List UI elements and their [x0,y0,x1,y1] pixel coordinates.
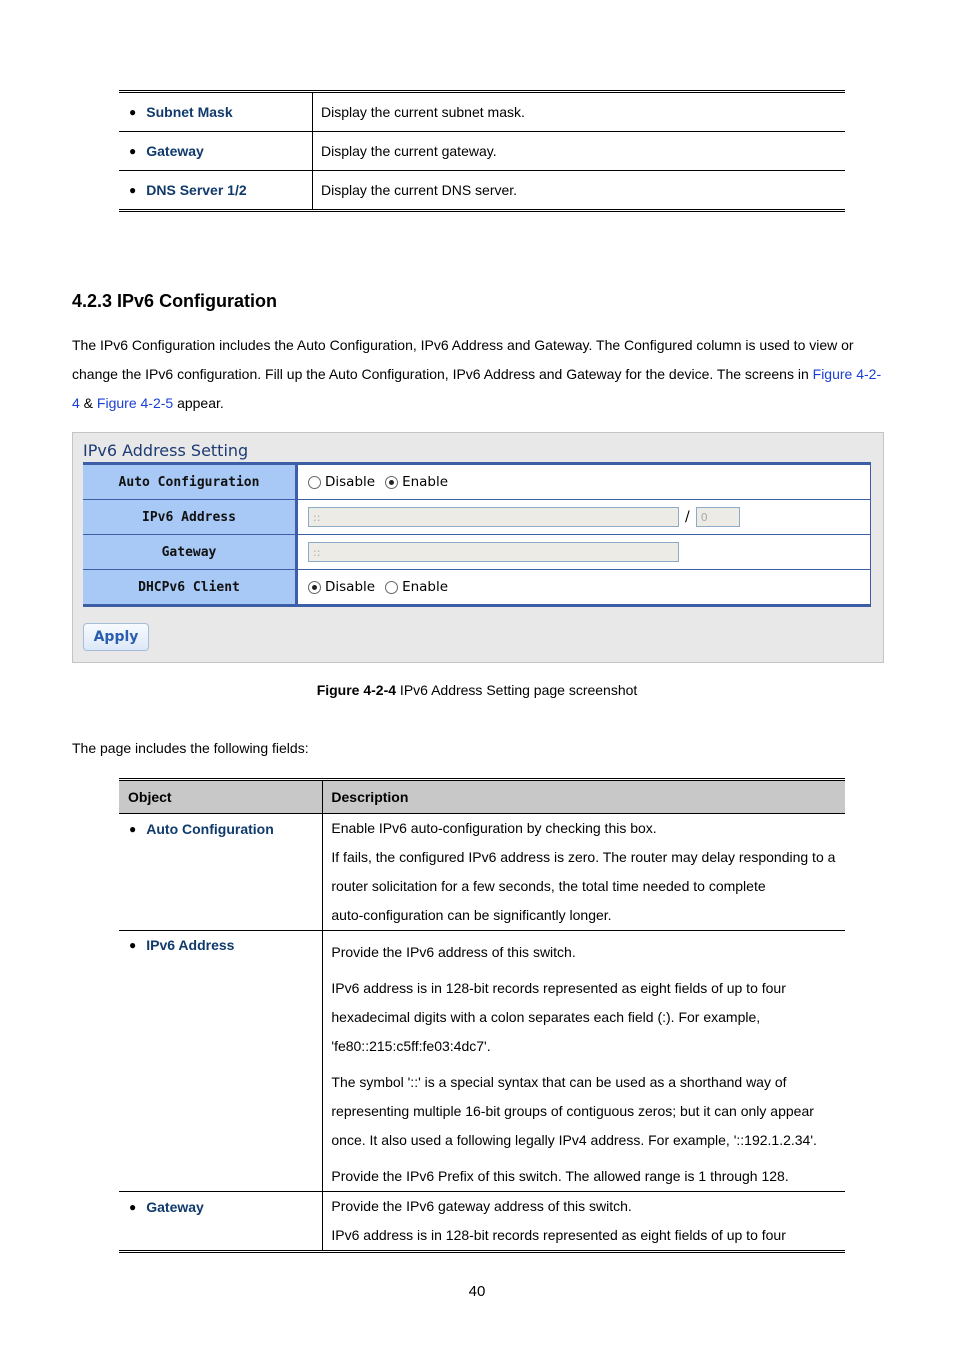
ipv6-address-label: IPv6 Address [83,500,297,534]
radio-selected-icon [385,476,398,489]
fields-intro: The page includes the following fields: [72,740,309,756]
auto-config-row [83,465,871,500]
caption-label: Figure 4-2-4 [316,682,397,698]
ipv6-address-row [83,500,871,535]
auto-config-enable-radio[interactable] [385,474,448,490]
description-paragraph: Provide the IPv6 address of this switch. [331,944,576,960]
ipv6-prefix-input[interactable]: 0 [696,507,740,527]
radio-label: Disable [325,474,376,490]
description-line: router solicitation for a few seconds, the total time needed to complete [331,878,766,894]
object-description: Display the current gateway. [321,143,497,159]
object-description: Display the current subnet mask. [321,104,525,120]
page-number: 40 [468,1283,486,1300]
ipv6-setting-form [83,462,871,607]
table-row: ● IPv6 Address Provide the IPv6 address of this switch. IPv6 address is in 128-bit records represented as eight fields of up to four hexadecimal digits with a colon separates each field (:). For example, 'fe80::215:c5ff:fe03:4dc7'. The symbol '::' is a special syntax that can be used as a shorthand way of representing multiple 16-bit groups of contiguous zeros; but it can only appear once. It also used a following legally IPv4 address. For example, '::192.1.2.34'. Provide the IPv6 Prefix of this switch. The allowed range is 1 through 128. [119,931,845,1192]
dhcpv6-row [83,570,871,604]
header-object: Object [119,780,323,814]
dhcpv6-label: DHCPv6 Client [83,570,297,604]
field-description-table [119,778,845,1253]
caption-text: IPv6 Address Setting page screenshot [396,682,638,698]
dhcpv6-enable-radio[interactable] [385,579,448,595]
object-name: IPv6 Address [146,937,235,953]
auto-config-disable-radio[interactable] [308,474,375,490]
table-row: ● Gateway Provide the IPv6 gateway address of this switch. IPv6 address is in 128-bit records represented as eight fields of up to four [119,1192,845,1252]
description-line: auto-configuration can be significantly longer. [331,907,612,923]
section-heading: 4.2.3 IPv6 Configuration [72,291,278,311]
prefix-separator: / [685,509,690,525]
auto-config-label: Auto Configuration [83,465,297,499]
table-header-row [119,780,845,814]
description-line: IPv6 address is in 128-bit records represented as eight fields of up to four [331,1227,786,1243]
dhcpv6-disable-radio[interactable] [308,579,375,595]
gateway-label: Gateway [83,535,297,569]
radio-label: Enable [402,474,449,490]
figure-link-4-2-5[interactable]: Figure 4-2-5 [96,395,174,411]
panel-title: IPv6 Address Setting [83,441,249,460]
table-row: ● DNS Server 1/2 Display the current DNS server. [119,171,845,211]
object-name: Subnet Mask [146,104,233,120]
description-line: Enable IPv6 auto-configuration by checking this box. [331,820,657,836]
object-name: Gateway [146,1198,204,1215]
description-paragraph: The symbol '::' is a special syntax that can be used as a shorthand way of representing multiple 16-bit groups of contiguous zeros; but it can only appear once. It also used a following legally IPv4 address. For example, '::192.1.2.34'. [331,1074,817,1148]
gateway-row [83,535,871,570]
radio-label: Disable [325,579,376,595]
object-name: DNS Server 1/2 [146,182,247,198]
object-description: Display the current DNS server. [321,182,518,198]
radio-label: Enable [402,579,449,595]
table-row: ● Gateway Display the current gateway. [119,132,845,171]
object-name: Gateway [146,143,204,159]
description-line: If fails, the configured IPv6 address is zero. The router may delay responding to a [331,849,836,865]
description-paragraph: IPv6 address is in 128-bit records represented as eight fields of up to four hexadecimal digits with a colon separates each field (:). For example, 'fe80::215:c5ff:fe03:4dc7'. [331,980,786,1054]
ipv6-address-input[interactable]: :: [308,507,679,527]
radio-icon [385,581,398,594]
description-paragraph: Provide the IPv6 Prefix of this switch. The allowed range is 1 through 128. [331,1168,789,1184]
intro-text: appear. [173,395,224,411]
gateway-input[interactable]: :: [308,542,679,562]
apply-button[interactable]: Apply [83,623,149,651]
table-row: ● Subnet Mask Display the current subnet mask. [119,92,845,132]
object-name: Auto Configuration [146,820,274,837]
intro-text: The IPv6 Configuration includes the Auto Configuration, IPv6 Address and Gateway. The Configured column is used to view or change the IPv6 configuration. Fill up the Auto Configuration, IPv6 Address and Gateway for the device. The screens in [72,337,854,382]
description-line: Provide the IPv6 gateway address of this switch. [331,1198,632,1214]
figure-link-4-2-4[interactable]: Figure 4-2-4 [72,366,882,411]
figure-caption [0,682,954,698]
ipv6-setting-screenshot [72,432,884,663]
section-intro [72,331,884,418]
radio-icon [308,476,321,489]
radio-selected-icon [308,581,321,594]
intro-text: & [79,395,97,411]
header-description: Description [323,780,845,814]
top-field-table [119,90,845,212]
table-row: ● Auto Configuration Enable IPv6 auto-configuration by checking this box. If fails, the configured IPv6 address is zero. The router may delay responding to a router solicitation for a few seconds, the total time needed to complete auto-configuration can be significantly longer. [119,814,845,931]
